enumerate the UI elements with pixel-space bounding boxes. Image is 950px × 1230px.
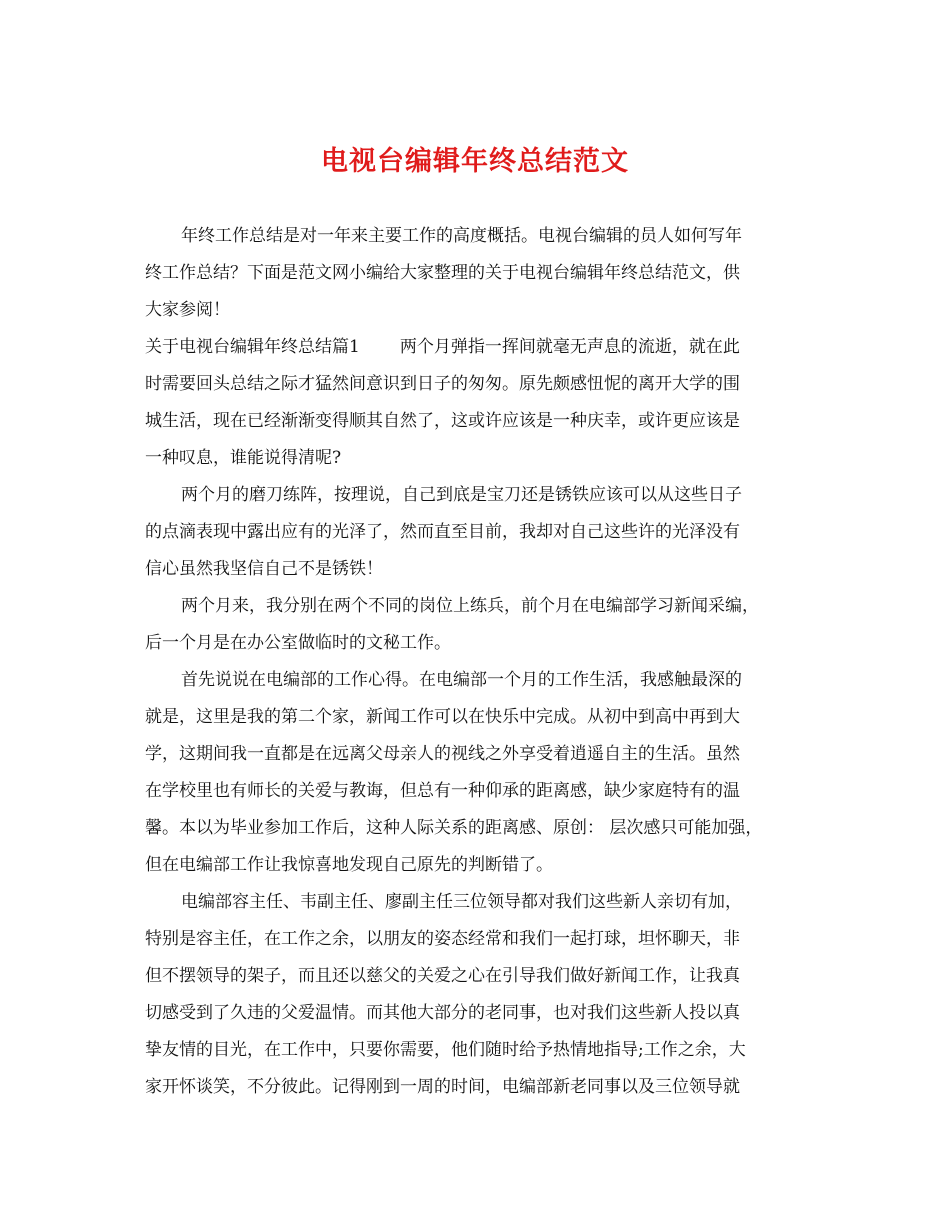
body-line: 切感受到了久违的父爱温情。而其他大部分的老同事，也对我们这些新人投以真 xyxy=(145,1003,740,1023)
section-heading-text: 两个月弹指一挥间就毫无声息的流逝，就在此 xyxy=(399,337,740,357)
body-line: 信心虽然我坚信自己不是锈铁！ xyxy=(145,559,383,579)
body-line: 学，这期间我一直都是在远离父母亲人的视线之外享受着逍遥自主的生活。虽然 xyxy=(145,744,740,764)
body-line: 家开怀谈笑，不分彼此。记得刚到一周的时间，电编部新老同事以及三位领导就 xyxy=(145,1077,740,1097)
body-line: 电编部容主任、韦副主任、廖副主任三位领导都对我们这些新人亲切有加， xyxy=(181,892,742,912)
body-line: 时需要回头总结之际才猛然间意识到日子的匆匆。原先颇感忸怩的离开大学的围 xyxy=(145,374,740,394)
section-heading-label: 关于电视台编辑年终总结篇1 xyxy=(145,337,360,357)
document-body xyxy=(145,218,805,1106)
body-line: 馨。本以为毕业参加工作后，这种人际关系的距离感、原创： 层次感只可能加强， xyxy=(145,818,763,838)
body-line: 年终工作总结是对一年来主要工作的高度概括。电视台编辑的员人如何写年 xyxy=(181,226,742,246)
body-line: 在学校里也有师长的关爱与教诲，但总有一种仰承的距离感，缺少家庭特有的温 xyxy=(145,781,740,801)
body-line: 后一个月是在办公室做临时的文秘工作。 xyxy=(145,633,451,653)
body-line: 两个月的磨刀练阵，按理说，自己到底是宝刀还是锈铁应该可以从这些日子 xyxy=(181,485,742,505)
body-line: 首先说说在电编部的工作心得。在电编部一个月的工作生活，我感触最深的 xyxy=(181,670,742,690)
body-line: 就是，这里是我的第二个家，新闻工作可以在快乐中完成。从初中到高中再到大 xyxy=(145,707,740,727)
body-line: 城生活，现在已经渐渐变得顺其自然了，这或许应该是一种庆幸，或许更应该是 xyxy=(145,411,740,431)
body-line: 挚友情的目光，在工作中，只要你需要，他们随时给予热情地指导;工作之余，大 xyxy=(145,1040,746,1060)
body-line: 大家参阅！ xyxy=(145,300,230,320)
body-line: 一种叹息，谁能说得清呢? xyxy=(145,448,342,468)
body-line: 的点滴表现中露出应有的光泽了，然而直至目前，我却对自己这些许的光泽没有 xyxy=(145,522,740,542)
body-line: 两个月来，我分别在两个不同的岗位上练兵，前个月在电编部学习新闻采编， xyxy=(181,596,759,616)
body-line: 终工作总结？下面是范文网小编给大家整理的关于电视台编辑年终总结范文，供 xyxy=(145,263,740,283)
section-heading-line xyxy=(145,329,805,366)
body-line: 但在电编部工作让我惊喜地发现自己原先的判断错了。 xyxy=(145,855,553,875)
body-line: 特别是容主任，在工作之余，以朋友的姿态经常和我们一起打球，坦怀聊天，非 xyxy=(145,929,740,949)
body-line: 但不摆领导的架子，而且还以慈父的关爱之心在引导我们做好新闻工作，让我真 xyxy=(145,966,740,986)
document-title: 电视台编辑年终总结范文 xyxy=(321,146,629,177)
